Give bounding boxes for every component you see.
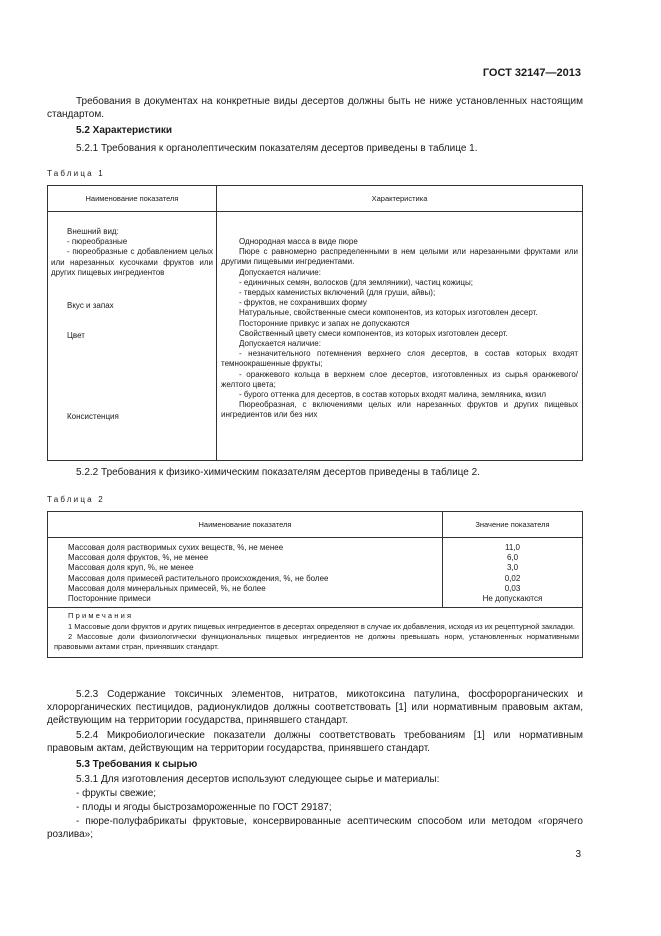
- char-darkening: - незначительного потемнения верхнего слоя десертов, в состав которых входят темноокрашенные фрукты;: [221, 349, 578, 369]
- row-value: 3,0: [506, 563, 519, 573]
- table1-header-characteristic: Характеристика: [217, 186, 583, 212]
- table2-values-column: [443, 538, 583, 608]
- row-value: 0,03: [504, 583, 521, 593]
- table2-header-value: Значение показателя: [443, 512, 583, 538]
- label-appearance: Внешний вид:: [67, 227, 119, 236]
- table-2-physicochemical: [47, 511, 583, 658]
- label-color: Цвет: [67, 331, 85, 341]
- char-allowed-2: Допускается наличие:: [239, 339, 321, 349]
- row-name: Посторонние примеси: [68, 594, 151, 604]
- char-consistency: Пюреобразная, с включениями целых или нарезанных фруктов и других пищевых ингредиентов или без них: [221, 400, 578, 420]
- row-value: 0,02: [504, 573, 521, 583]
- char-fruit-shape: - фруктов, не сохранивших форму: [239, 298, 367, 308]
- list-item: - фрукты свежие;: [76, 788, 157, 799]
- char-puree: Однородная масса в виде пюре: [239, 237, 358, 246]
- note-2: 2 Массовые доли физиологически функциональных пищевых ингредиентов не должны превышать норм, установленных нормативными правовыми актами стран, принявших стандарт.: [54, 632, 579, 652]
- label-puree: - пюреобразные: [67, 237, 128, 247]
- char-color: Свойственный цвету смеси компонентов, из которых изготовлен десерт.: [239, 328, 508, 338]
- table2-header-name: Наименование показателя: [48, 512, 443, 538]
- table2-caption: Таблица 2: [47, 495, 105, 504]
- row-value: 11,0: [505, 543, 520, 552]
- page-number: 3: [575, 849, 581, 860]
- list-item: - плоды и ягоды быстрозамороженные по ГОСТ 29187;: [76, 802, 332, 813]
- table-1-organoleptic: [47, 185, 583, 461]
- label-taste-smell: Вкус и запах: [67, 301, 114, 311]
- char-allowed-1: Допускается наличие:: [239, 267, 321, 277]
- label-puree-pieces: - пюреобразные с добавлением целых или нарезанных кусочками фруктов или других пищевых ингредиентов: [51, 247, 213, 277]
- paragraph-5-2-4: 5.2.4 Микробиологические показатели должны соответствовать требованиям [1] или нормативным правовым актам, действующим на территории государства, принявшего стандарт.: [47, 730, 583, 754]
- table2-names-column: [48, 538, 443, 608]
- section-5-3-title: 5.3 Требования к сырью: [76, 759, 198, 770]
- notes-title: Примечания: [68, 611, 134, 621]
- table1-left-column: [48, 212, 217, 461]
- note-1: 1 Массовые доли фруктов и других пищевых ингредиентов в десертах определяют в случае их добавления, исходя из их рецептурной закладки.: [68, 621, 575, 631]
- row-name: Массовая доля фруктов, %, не менее: [68, 553, 209, 563]
- list-item: - пюре-полуфабрикаты фруктовые, консервированные асептическим способом или методом «горячего розлива»;: [47, 816, 583, 840]
- row-value: 6,0: [506, 553, 519, 563]
- row-name: Массовая доля минеральных примесей, %, не более: [68, 583, 266, 593]
- char-seeds: - единичных семян, волосков (для земляники), частиц кожицы;: [239, 277, 473, 287]
- char-no-foreign-taste: Посторонние привкус и запах не допускаются: [239, 318, 410, 328]
- char-puree-pieces: Пюре с равномерно распределенными в нем целыми или нарезанными фруктами или другими пищевыми ингредиентами.: [221, 247, 578, 267]
- row-name: Массовая доля примесей растительного происхождения, %, не более: [68, 573, 329, 583]
- intro-paragraph: Требования в документах на конкретные виды десертов должны быть не ниже установленных настоящим стандартом.: [47, 96, 583, 120]
- standard-number: ГОСТ 32147—2013: [482, 67, 581, 79]
- section-5-2-title: 5.2 Характеристики: [76, 125, 173, 136]
- char-brown-tint: - бурого оттенка для десертов, в состав которых входят малина, земляника, кизил: [239, 390, 546, 400]
- paragraph-5-2-3: 5.2.3 Содержание токсичных элементов, нитратов, микотоксина патулина, фосфорорганических и хлорорганических пестицидов, радионуклидов должны соответствовать [1] или нормативным правовым актам, действующим на территории государства, принявшего стандарт.: [47, 689, 583, 726]
- row-name: Массовая доля растворимых сухих веществ, %, не менее: [68, 543, 284, 552]
- paragraph-5-2-2: 5.2.2 Требования к физико-химическим показателям десертов приведены в таблице 2.: [76, 467, 480, 478]
- char-stony: - твердых каменистых включений (для груши, айвы);: [239, 288, 436, 298]
- label-consistency: Консистенция: [67, 412, 119, 422]
- char-orange-ring: - оранжевого кольца в верхнем слое десертов, изготовленных из сырья оранжевого/желтого цвета;: [221, 369, 578, 389]
- paragraph-5-2-1: 5.2.1 Требования к органолептическим показателям десертов приведены в таблице 1.: [76, 143, 478, 154]
- table1-right-column: [217, 212, 583, 461]
- table1-header-name: Наименование показателя: [48, 186, 217, 212]
- table2-notes: [48, 608, 583, 658]
- row-value: Не допускаются: [482, 594, 543, 604]
- char-taste: Натуральные, свойственные смеси компонентов, из которых изготовлен десерт.: [239, 308, 538, 318]
- paragraph-5-3-1: 5.3.1 Для изготовления десертов используют следующее сырье и материалы:: [76, 774, 440, 785]
- table1-caption: Таблица 1: [47, 169, 105, 178]
- row-name: Массовая доля круп, %, не менее: [68, 563, 194, 573]
